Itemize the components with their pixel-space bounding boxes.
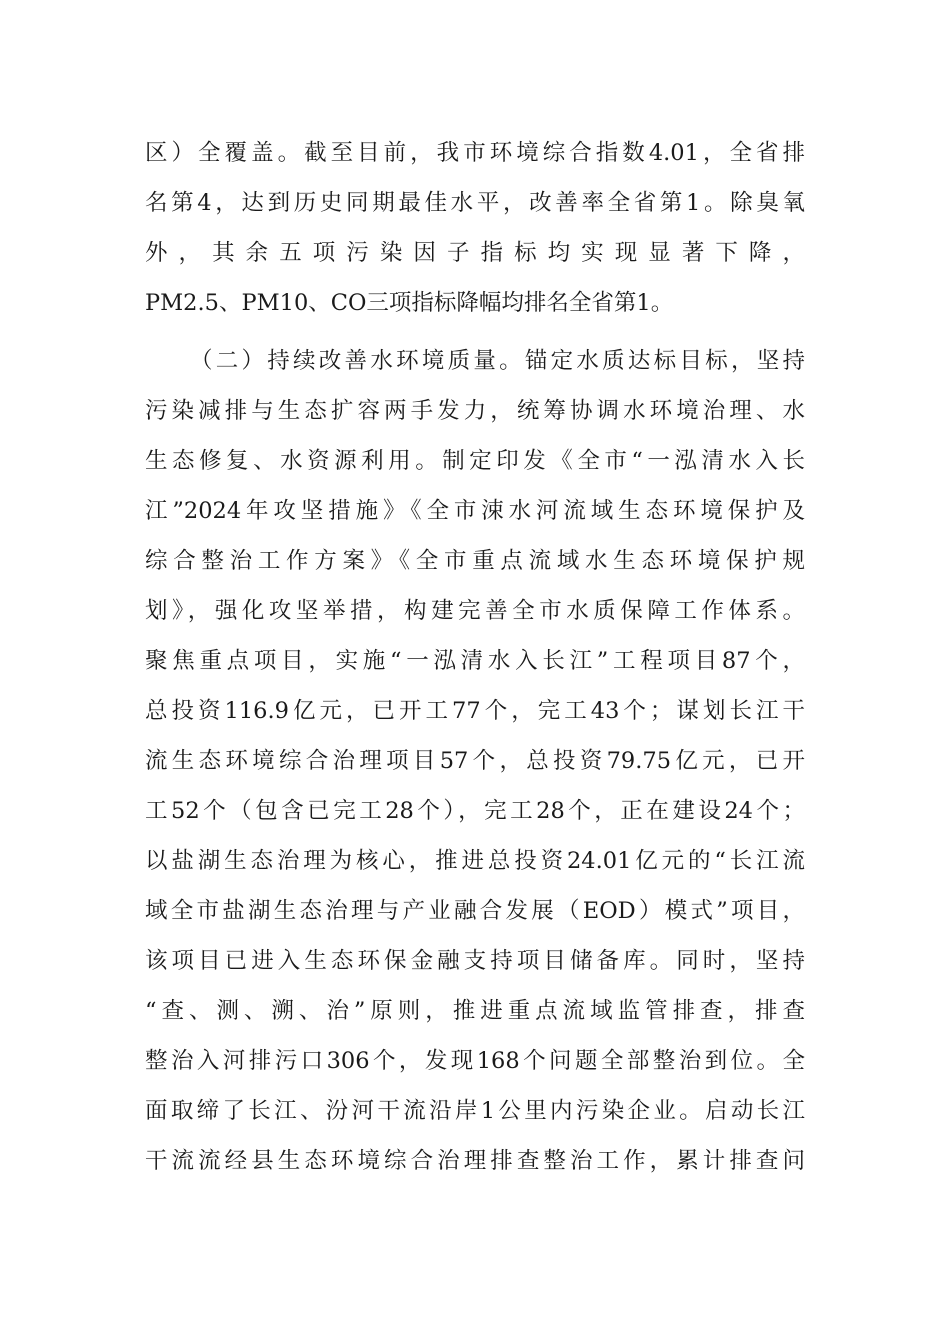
text-line: 以盐湖生态治理为核心，推进总投资24.01亿元的“长江流 bbox=[145, 848, 805, 874]
text-line: 外，其余五项污染因子指标均实现显著下降， bbox=[145, 240, 805, 266]
text-line: 整治入河排污口306个，发现168个问题全部整治到位。全 bbox=[145, 1048, 805, 1074]
text-line: 生态修复、水资源利用。制定印发《全市“一泓清水入长 bbox=[145, 448, 805, 474]
text-line: 该项目已进入生态环保金融支持项目储备库。同时，坚持 bbox=[145, 948, 805, 974]
text-line: 干流流经县生态环境综合治理排查整治工作，累计排查问 bbox=[145, 1148, 805, 1174]
text-line: “查、测、溯、治”原则，推进重点流域监管排查，排查 bbox=[145, 998, 805, 1024]
text-line: 污染减排与生态扩容两手发力，统筹协调水环境治理、水 bbox=[145, 398, 805, 424]
text-line: 流生态环境综合治理项目57个，总投资79.75亿元，已开 bbox=[145, 748, 805, 774]
text-line: 名第4，达到历史同期最佳水平，改善率全省第1。除臭氧 bbox=[145, 190, 805, 216]
text-line: 工52个（包含已完工28个），完工28个，正在建设24个； bbox=[145, 798, 805, 824]
text-line: 面取缔了长江、汾河干流沿岸1公里内污染企业。启动长江 bbox=[145, 1098, 805, 1124]
text-line: 划》，强化攻坚举措，构建完善全市水质保障工作体系。 bbox=[145, 598, 805, 624]
text-line: 综合整治工作方案》《全市重点流域水生态环境保护规 bbox=[145, 548, 805, 574]
text-line: PM2.5、PM10、CO三项指标降幅均排名全省第1。 bbox=[145, 290, 674, 316]
text-line: 聚焦重点项目，实施“一泓清水入长江”工程项目87个， bbox=[145, 648, 805, 674]
text-line: 江”2024年攻坚措施》《全市涑水河流域生态环境保护及 bbox=[145, 498, 805, 524]
paragraph-first-line: （二）持续改善水环境质量。锚定水质达标目标，坚持 bbox=[190, 348, 805, 374]
text-line: 域全市盐湖生态治理与产业融合发展（EOD）模式”项目， bbox=[145, 898, 805, 924]
text-line: 总投资116.9亿元，已开工77个，完工43个；谋划长江干 bbox=[145, 698, 805, 724]
text-line: 区）全覆盖。截至目前，我市环境综合指数4.01，全省排 bbox=[145, 140, 805, 166]
